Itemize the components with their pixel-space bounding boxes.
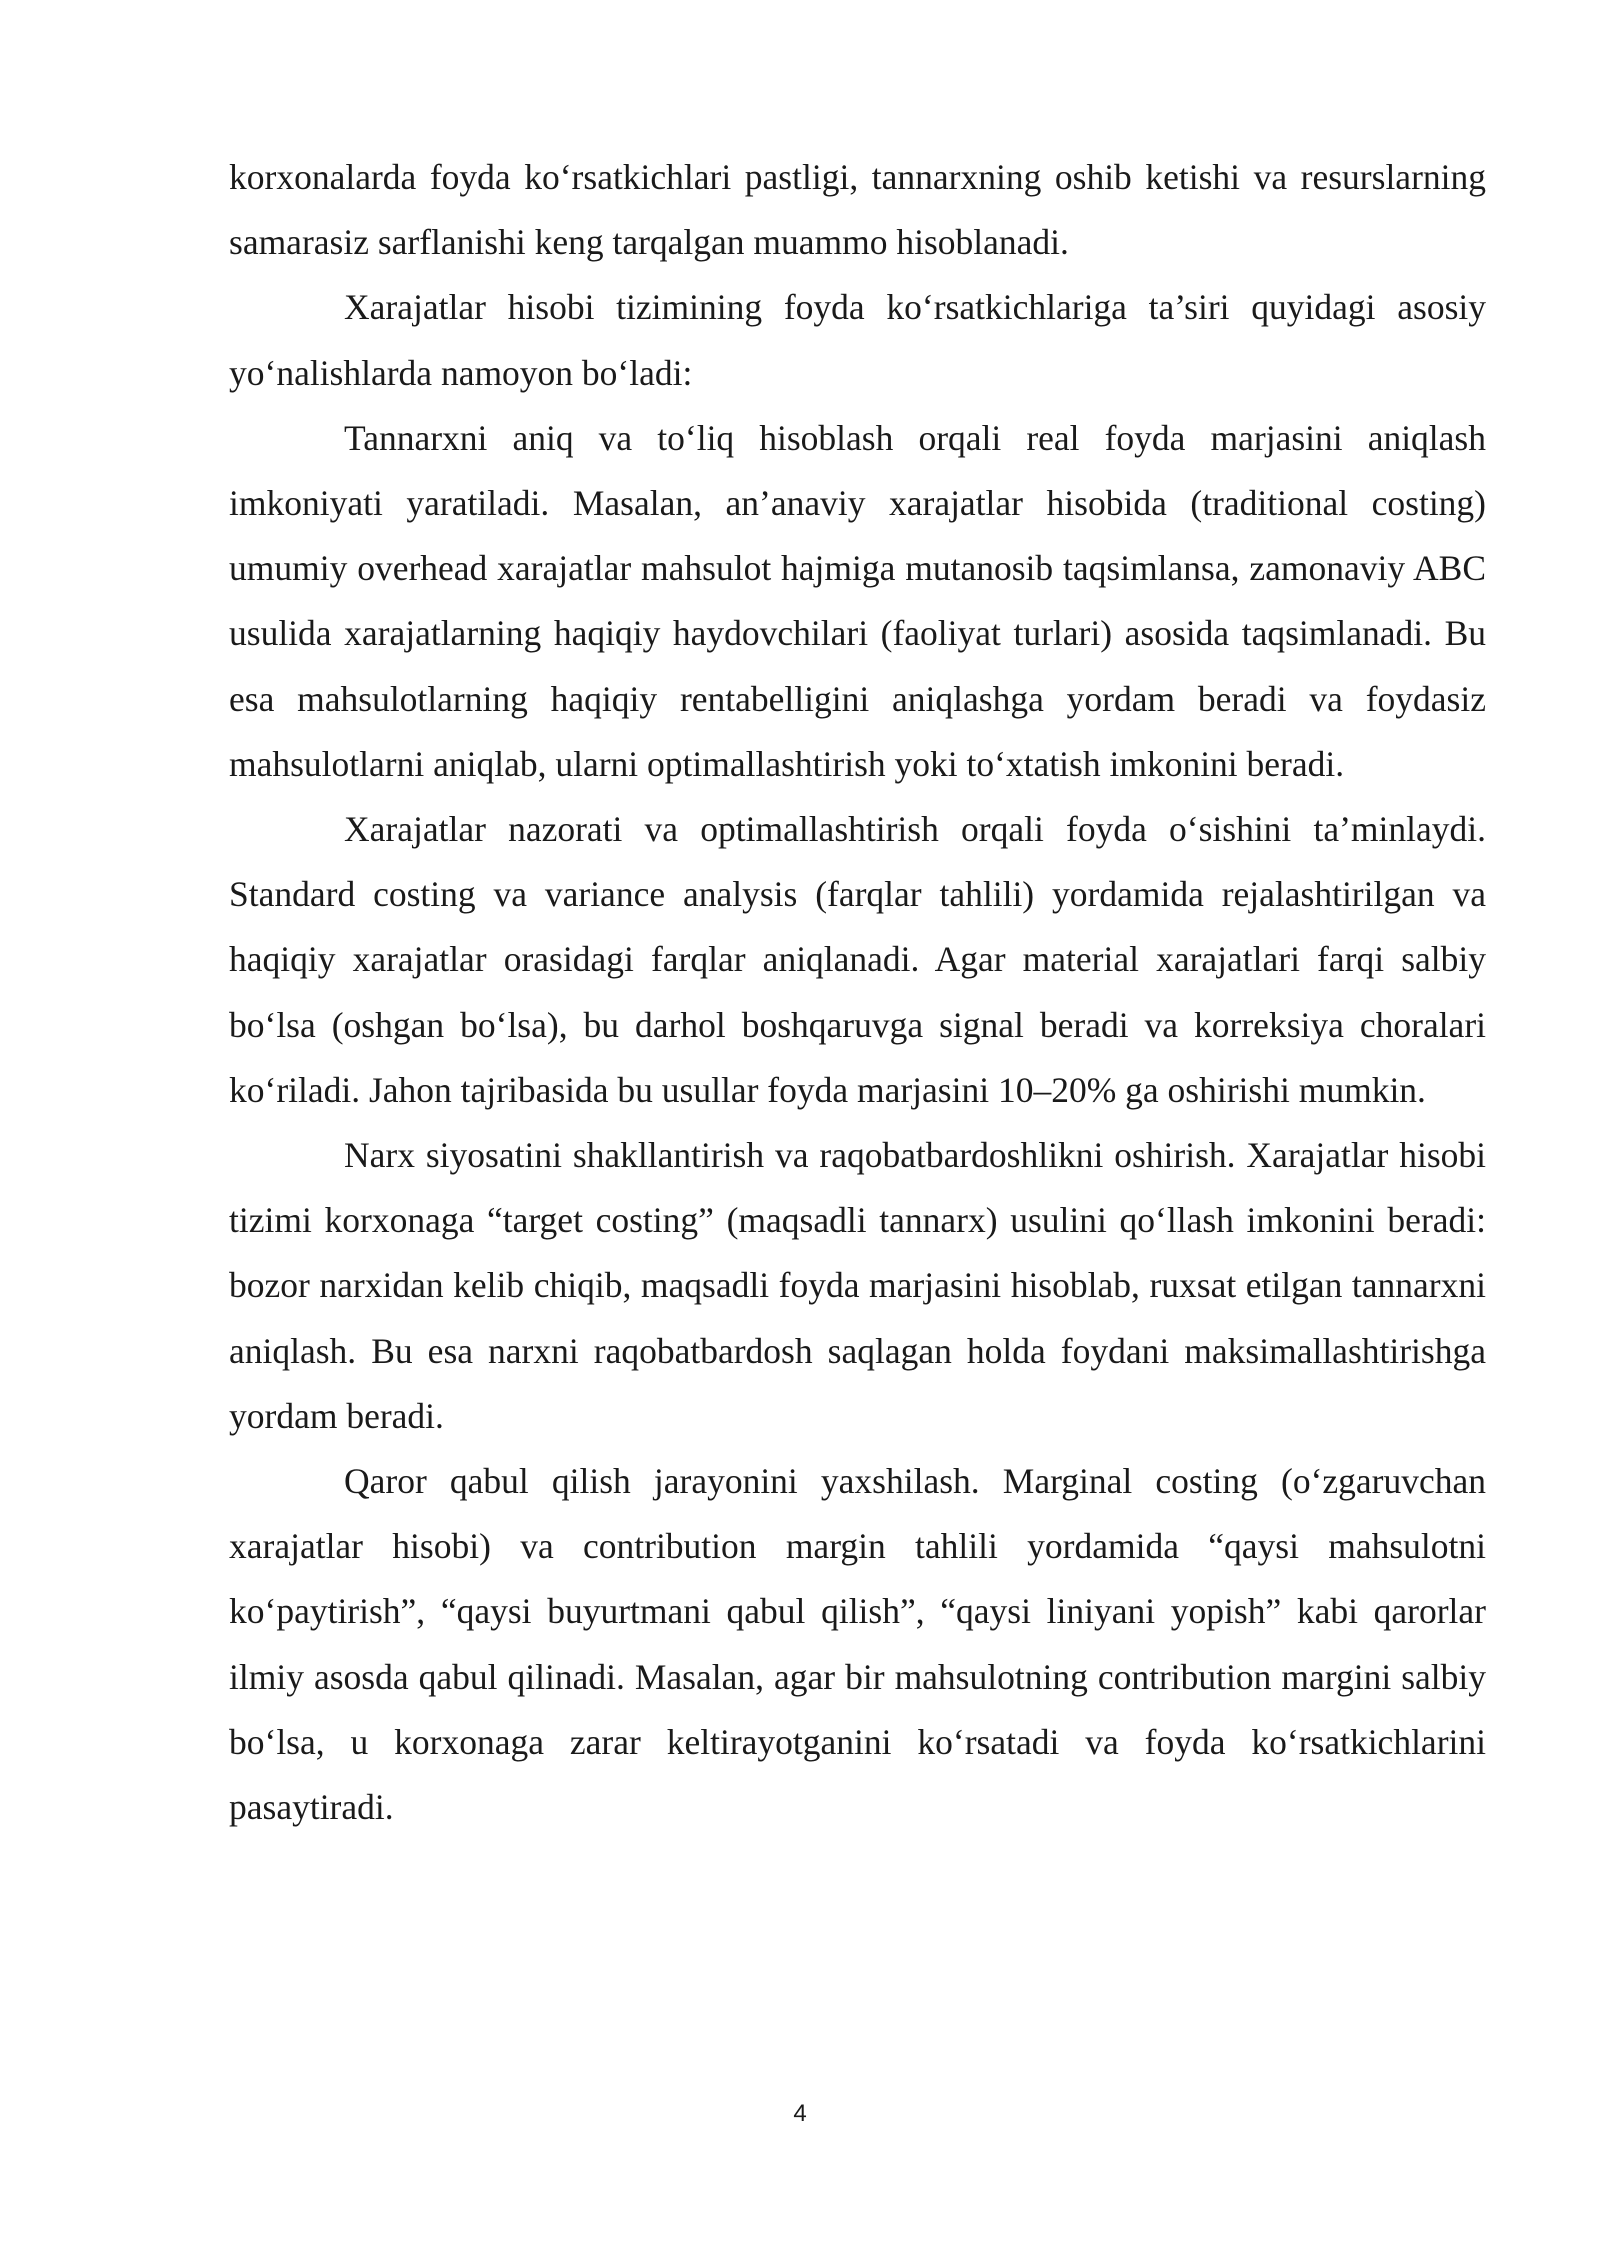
paragraph-intro: Xarajatlar hisobi tizimining foyda ko‘rsatkichlariga ta’siri quyidagi asosiy yo‘nalishlarda namoyon bo‘ladi:	[229, 287, 1486, 393]
paragraph-decision-making: Qaror qabul qilish jarayonini yaxshilash. Marginal costing (o‘zgaruvchan xarajatlar hisobi) va contribution margin tahlili yordamida “qaysi mahsulotni ko‘paytirish”, “qaysi buyurtmani qabul qilish”, “qaysi liniyani yopish” kabi qarorlar ilmiy asosda qabul qilinadi. Masalan, agar bir mahsulotning contribution margini salbiy bo‘lsa, u korxonaga zarar keltirayotganini ko‘rsatadi va foyda ko‘rsatkichlarini pasaytiradi.	[229, 1461, 1486, 1828]
page-number: 4	[793, 2100, 807, 2127]
paragraph-cost-accuracy: Tannarxni aniq va to‘liq hisoblash orqali real foyda marjasini aniqlash imkoniyati yaratiladi. Masalan, an’anaviy xarajatlar hisobida (traditional costing) umumiy overhead xarajatlar mahsulot hajmiga mutanosib taqsimlansa, zamonaviy ABC usulida xarajatlarning haqiqiy haydovchilari (faoliyat turlari) asosida taqsimlanadi. Bu esa mahsulotlarning haqiqiy rentabelligini aniqlashga yordam beradi va foydasiz mahsulotlarni aniqlab, ularni optimallashtirish yoki to‘xtatish imkonini beradi.	[229, 417, 1486, 784]
body-text	[229, 145, 1486, 1840]
paragraph-pricing-policy: Narx siyosatini shakllantirish va raqobatbardoshlikni oshirish. Xarajatlar hisobi tizimi korxonaga “target costing” (maqsadli tannarx) usulini qo‘llash imkonini beradi: bozor narxidan kelib chiqib, maqsadli foyda marjasini hisoblab, ruxsat etilgan tannarxni aniqlash. Bu esa narxni raqobatbardosh saqlagan holda foydani maksimallashtirishga yordam beradi.	[229, 1135, 1486, 1436]
paragraph-continuation: korxonalarda foyda ko‘rsatkichlari pastligi, tannarxning oshib ketishi va resurslarning samarasiz sarflanishi keng tarqalgan muammo hisoblanadi.	[229, 157, 1486, 263]
paragraph-cost-control: Xarajatlar nazorati va optimallashtirish orqali foyda o‘sishini ta’minlaydi. Standard costing va variance analysis (farqlar tahlili) yordamida rejalashtirilgan va haqiqiy xarajatlar orasidagi farqlar aniqlanadi. Agar material xarajatlari farqi salbiy bo‘lsa (oshgan bo‘lsa), bu darhol boshqaruvga signal beradi va korreksiya choralari ko‘riladi. Jahon tajribasida bu usullar foyda marjasini 10–20% ga oshirishi mumkin.	[229, 809, 1486, 1110]
